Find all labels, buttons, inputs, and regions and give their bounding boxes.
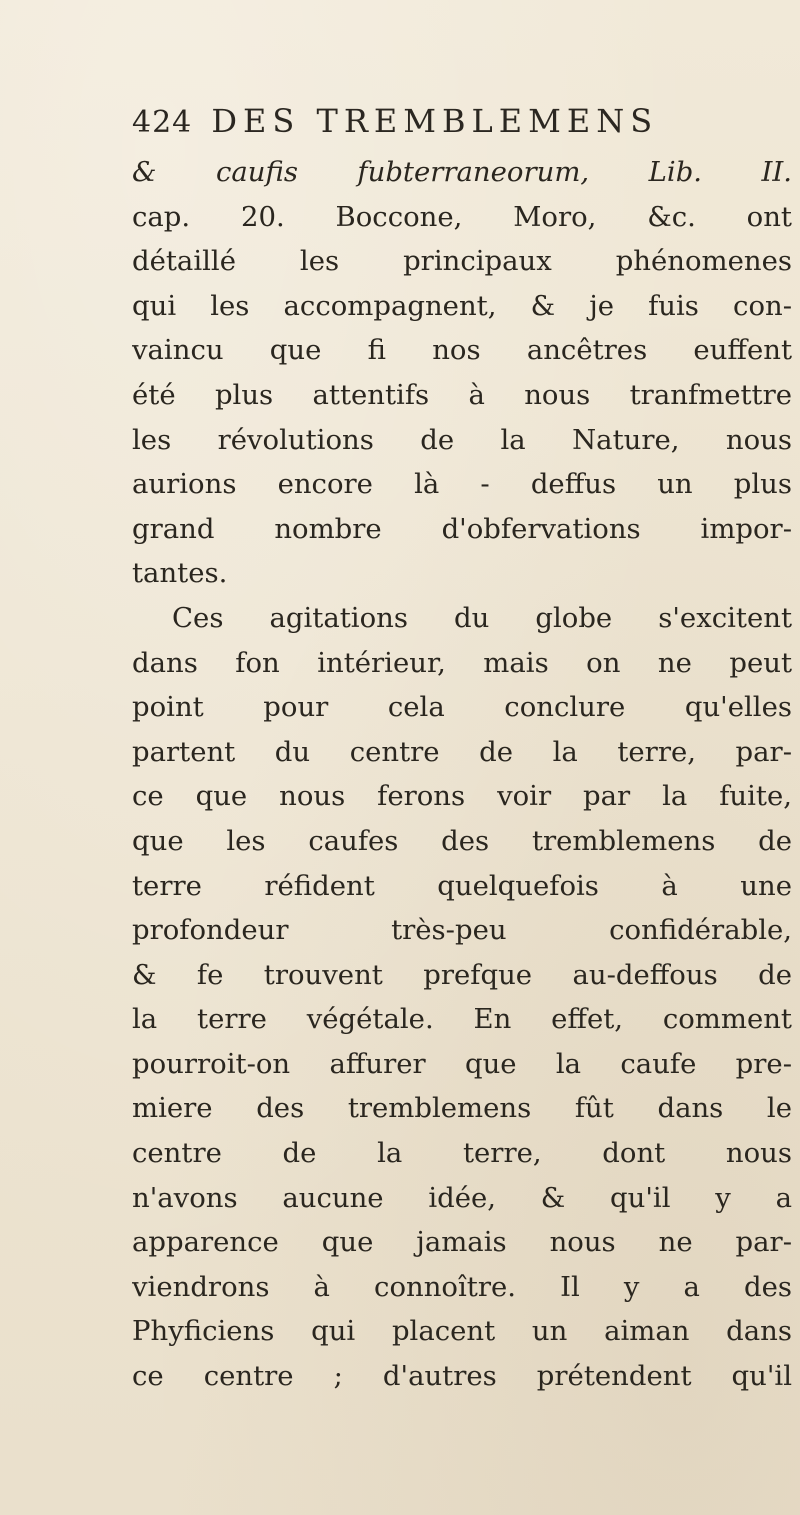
running-title: DES TREMBLEMENS: [211, 102, 659, 140]
text-line: dans fon intérieur, mais on ne peut: [132, 646, 792, 679]
page-number: 424: [132, 105, 193, 140]
text-line: la terre végétale. En effet, comment: [132, 1003, 792, 1036]
text-line: centre de la terre, dont nous: [132, 1137, 792, 1170]
text-line: aurions encore là - deffus un plus: [132, 468, 792, 501]
text-line: [132, 150, 792, 195]
text-line: apparence que jamais nous ne par-: [132, 1226, 792, 1259]
text-line: miere des tremblemens fût dans le: [132, 1092, 792, 1125]
text-line: Phyficiens qui placent un aiman dans: [132, 1315, 792, 1348]
citation-text: & caufis fubterraneorum, Lib. II.: [132, 156, 792, 188]
page-header: [132, 102, 792, 148]
text-line: point pour cela conclure qu'elles: [132, 691, 792, 724]
text-line: profondeur très-peu confidérable,: [132, 914, 792, 947]
paragraph-start-line: Ces agitations du globe s'excitent: [172, 601, 792, 634]
text-line: partent du centre de la terre, par-: [132, 735, 792, 768]
text-line: que les caufes des tremblemens de: [132, 824, 792, 857]
text-line: & fe trouvent prefque au-deffous de: [132, 958, 792, 991]
text-line: détaillé les principaux phénomenes: [132, 245, 792, 278]
text-line: viendrons à connoître. Il y a des: [132, 1270, 792, 1303]
text-line: tantes.: [132, 557, 228, 590]
text-line: qui les accompagnent, & je fuis con-: [132, 289, 792, 322]
text-line: ce que nous ferons voir par la fuite,: [132, 780, 792, 813]
text-line: été plus attentifs à nous tranfmettre: [132, 378, 792, 411]
text-line: n'avons aucune idée, & qu'il y a: [132, 1181, 792, 1214]
text-line: grand nombre d'obfervations impor-: [132, 512, 792, 545]
text-line: terre réfident quelquefois à une: [132, 869, 792, 902]
text-line: les révolutions de la Nature, nous: [132, 423, 792, 456]
body-text: [132, 150, 792, 1399]
text-line: vaincu que fi nos ancêtres euffent: [132, 334, 792, 367]
text-line: pourroit-on affurer que la caufe pre-: [132, 1047, 792, 1080]
text-line: ce centre ; d'autres prétendent qu'il: [132, 1360, 792, 1393]
text-line: cap. 20. Boccone, Moro, &c. ont: [132, 200, 792, 233]
